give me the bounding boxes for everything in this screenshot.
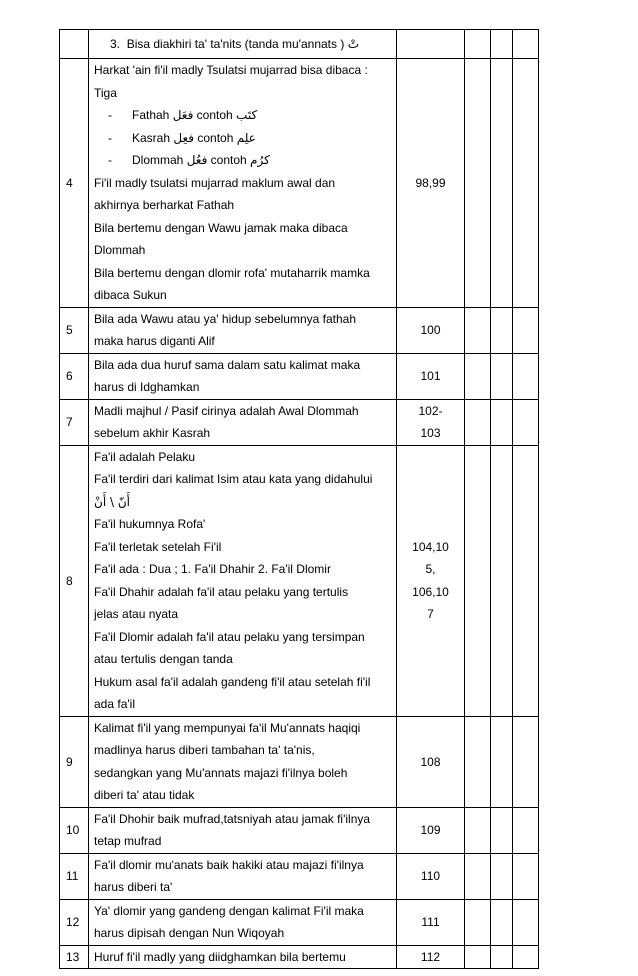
table-row — [60, 445, 539, 716]
row-content: Harkat 'ain fi'il madly Tsulatsi mujarrad bisa dibaca : Tiga - Fathah فعَل contoh كتَب - Kasrah فعِل contoh علِم - Dlommah فعُل contoh كرُم Fi'il madly tsulatsi mujarrad maklum awal dan akhirnya berharkat Fathah Bila bertemu dengan Wawu jamak maka dibaca Dlommah Bila bertemu dengan dlomir rofa' mutaharrik mamka dibaca Sukun — [89, 59, 397, 308]
table-row — [60, 853, 539, 899]
page-cell: 102- 103 — [397, 399, 465, 445]
arabic-text: فعَل — [172, 108, 194, 122]
empty-cell — [491, 716, 513, 807]
arabic-text: أَنّ \ أَنْ — [94, 494, 130, 509]
row-content — [89, 30, 397, 59]
empty-cell — [513, 307, 539, 353]
row-number: 11 — [60, 853, 89, 899]
row-content: Madli majhul / Pasif cirinya adalah Awal Dlommah sebelum akhir Kasrah — [89, 399, 397, 445]
page-cell: 104,10 5, 106,10 7 — [397, 445, 465, 716]
arabic-text: كتَب — [236, 108, 258, 122]
empty-cell — [513, 59, 539, 308]
empty-cell — [513, 30, 539, 59]
row-number: 12 — [60, 899, 89, 945]
numbered-item: 3. Bisa diakhiri ta' ta'nits (tanda mu'annats ) تْ — [110, 36, 359, 51]
row-number: 9 — [60, 716, 89, 807]
table-row — [60, 30, 539, 59]
arabic-text: كرُم — [250, 153, 270, 167]
row-number: 10 — [60, 807, 89, 853]
row-content: Fa'il Dhohir baik mufrad,tatsniyah atau jamak fi'ilnya tetap mufrad — [89, 807, 397, 853]
empty-cell — [513, 807, 539, 853]
table-row — [60, 899, 539, 945]
row-number: 6 — [60, 353, 89, 399]
empty-cell — [465, 30, 491, 59]
empty-cell — [491, 353, 513, 399]
table-row — [60, 399, 539, 445]
arabic-text: فعُل — [186, 153, 208, 167]
empty-cell — [513, 853, 539, 899]
empty-cell — [491, 30, 513, 59]
empty-cell — [491, 853, 513, 899]
page-cell — [397, 30, 465, 59]
row-number: 13 — [60, 945, 89, 969]
table-row — [60, 807, 539, 853]
empty-cell — [491, 307, 513, 353]
page-cell: 100 — [397, 307, 465, 353]
page-cell: 98,99 — [397, 59, 465, 308]
empty-cell — [491, 899, 513, 945]
empty-cell — [491, 399, 513, 445]
empty-cell — [513, 899, 539, 945]
row-number: 8 — [60, 445, 89, 716]
page-cell: 109 — [397, 807, 465, 853]
empty-cell — [513, 945, 539, 969]
row-content: Huruf fi'il madly yang diidghamkan bila bertemu — [89, 945, 397, 969]
empty-cell — [513, 716, 539, 807]
page-cell: 108 — [397, 716, 465, 807]
empty-cell — [465, 853, 491, 899]
empty-cell — [465, 307, 491, 353]
empty-cell — [465, 353, 491, 399]
empty-cell — [465, 445, 491, 716]
empty-cell — [513, 353, 539, 399]
row-content: Ya' dlomir yang gandeng dengan kalimat Fi'il maka harus dipisah dengan Nun Wiqoyah — [89, 899, 397, 945]
empty-cell — [465, 716, 491, 807]
list-item: - Dlommah فعُل contoh كرُم — [94, 149, 392, 172]
arabic-text: فعِل — [173, 130, 194, 145]
empty-cell — [465, 807, 491, 853]
empty-cell — [491, 59, 513, 308]
arabic-text: تْ — [347, 36, 359, 51]
row-content: Fa'il dlomir mu'anats baik hakiki atau majazi fi'ilnya harus diberi ta' — [89, 853, 397, 899]
list-item: - Fathah فعَل contoh كتَب — [94, 104, 392, 127]
table-row — [60, 59, 539, 308]
table-row — [60, 353, 539, 399]
table-row — [60, 716, 539, 807]
empty-cell — [491, 945, 513, 969]
empty-cell — [465, 899, 491, 945]
arabic-text: علِم — [236, 130, 256, 145]
row-content: Fa'il adalah Pelaku Fa'il terdiri dari kalimat Isim atau kata yang didahului أَنّ \ أَنْ Fa'il hukumnya Rofa' Fa'il terletak setelah Fi'il Fa'il ada : Dua ; 1. Fa'il Dhahir 2. Fa'il Dlomir Fa'il Dhahir adalah fa'il atau pelaku yang tertulis jelas atau nyata Fa'il Dlomir adalah fa'il atau pelaku yang tersimpan atau tertulis dengan tanda Hukum asal fa'il adalah gandeng fi'il atau setelah fi'il ada fa'il — [89, 445, 397, 716]
page-cell: 110 — [397, 853, 465, 899]
empty-cell — [491, 445, 513, 716]
table-row — [60, 945, 539, 969]
list-item: - Kasrah فعِل contoh علِم — [94, 127, 392, 150]
row-number: 5 — [60, 307, 89, 353]
empty-cell — [513, 445, 539, 716]
row-number: 7 — [60, 399, 89, 445]
table-row — [60, 307, 539, 353]
empty-cell — [465, 399, 491, 445]
empty-cell — [491, 807, 513, 853]
page-cell: 112 — [397, 945, 465, 969]
row-content: Bila ada Wawu atau ya' hidup sebelumnya fathah maka harus diganti Alif — [89, 307, 397, 353]
row-content: Bila ada dua huruf sama dalam satu kalimat maka harus di Idghamkan — [89, 353, 397, 399]
row-content: Kalimat fi'il yang mempunyai fa'il Mu'annats haqiqi madlinya harus diberi tambahan ta' ta'nis, sedangkan yang Mu'annats majazi fi'ilnya boleh diberi ta' atau tidak — [89, 716, 397, 807]
content-table — [59, 29, 539, 969]
empty-cell — [465, 59, 491, 308]
page-cell: 101 — [397, 353, 465, 399]
row-number — [60, 30, 89, 59]
empty-cell — [465, 945, 491, 969]
row-number: 4 — [60, 59, 89, 308]
empty-cell — [513, 399, 539, 445]
page-cell: 111 — [397, 899, 465, 945]
